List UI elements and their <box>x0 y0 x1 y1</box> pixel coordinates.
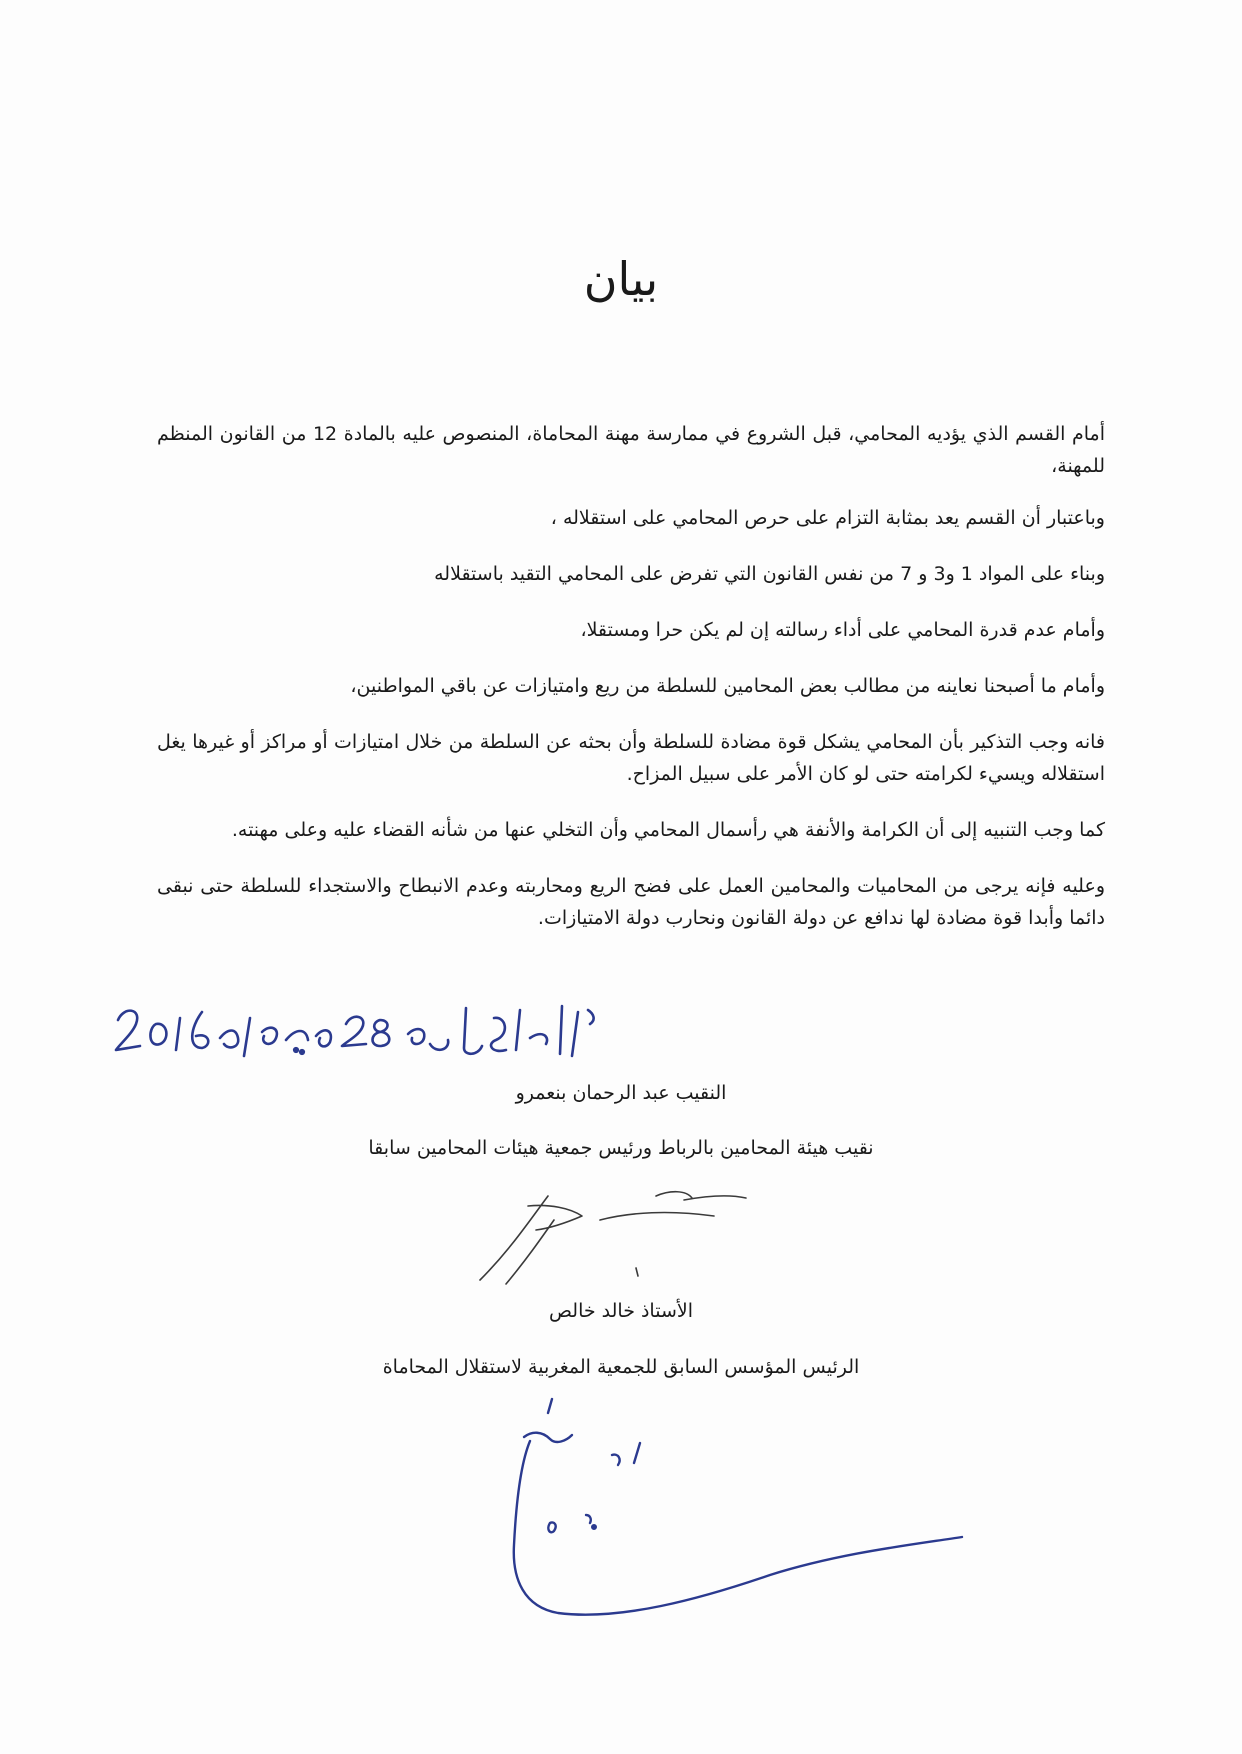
handwritten-date <box>110 998 600 1068</box>
signatory-2-name: الأستاذ خالد خالص <box>549 1300 693 1322</box>
signatory-1-title: نقيب هيئة المحامين بالرباط ورئيس جمعية هيئات المحامين سابقا <box>368 1137 874 1159</box>
signature-2-drawing <box>510 1395 970 1625</box>
signature-1-drawing <box>470 1180 770 1290</box>
signature-2 <box>510 1395 970 1625</box>
paragraph-2: وباعتبار أن القسم يعد بمثابة التزام على حرص المحامي على استقلاله ، <box>550 507 1105 529</box>
paragraph-1: أمام القسم الذي يؤديه المحامي، قبل الشروع في ممارسة مهنة المحاماة، المنصوص عليه بالمادة 12 من القانون المنظم للمهنة، <box>157 423 1105 477</box>
paragraph-7: كما وجب التنبيه إلى أن الكرامة والأنفة هي رأسمال المحامي وأن التخلي عنها من شأنه القضاء عليه وعلى مهنته. <box>231 819 1105 841</box>
paragraph-5: وأمام ما أصبحنا نعاينه من مطالب بعض المحامين للسلطة من ريع وامتيازات عن باقي المواطنين، <box>350 675 1105 697</box>
document-title: بيان <box>583 252 659 306</box>
paragraph-6: فانه وجب التذكير بأن المحامي يشكل قوة مضادة للسلطة وأن بحثه عن السلطة من خلال امتيازات أو مراكز أو غيرها يغل استقلاله ويسيء لكرامته حتى لو كان الأمر على سبيل المزاح. <box>157 731 1105 785</box>
paragraph-8: وعليه فإنه يرجى من المحاميات والمحامين العمل على فضح الريع ومحاربته وعدم الانبطاح والاستجداء للسلطة حتى نبقى دائما وأبدا قوة مضادة لها ندافع عن دولة القانون ونحارب دولة الامتيازات. <box>157 875 1105 929</box>
statement-body <box>157 418 1105 958</box>
signature-1 <box>470 1180 770 1290</box>
signatory-1-name: النقيب عبد الرحمان بنعمرو <box>515 1082 727 1104</box>
signatory-2-title: الرئيس المؤسس السابق للجمعية المغربية لاستقلال المحاماة <box>382 1356 860 1378</box>
paragraph-4: وأمام عدم قدرة المحامي على أداء رسالته إن لم يكن حرا ومستقلا، <box>580 619 1105 641</box>
paragraph-3: وبناء على المواد 1 و3 و 7 من نفس القانون التي تفرض على المحامي التقيد باستقلاله <box>434 563 1105 585</box>
handwritten-date-drawing <box>110 998 600 1068</box>
